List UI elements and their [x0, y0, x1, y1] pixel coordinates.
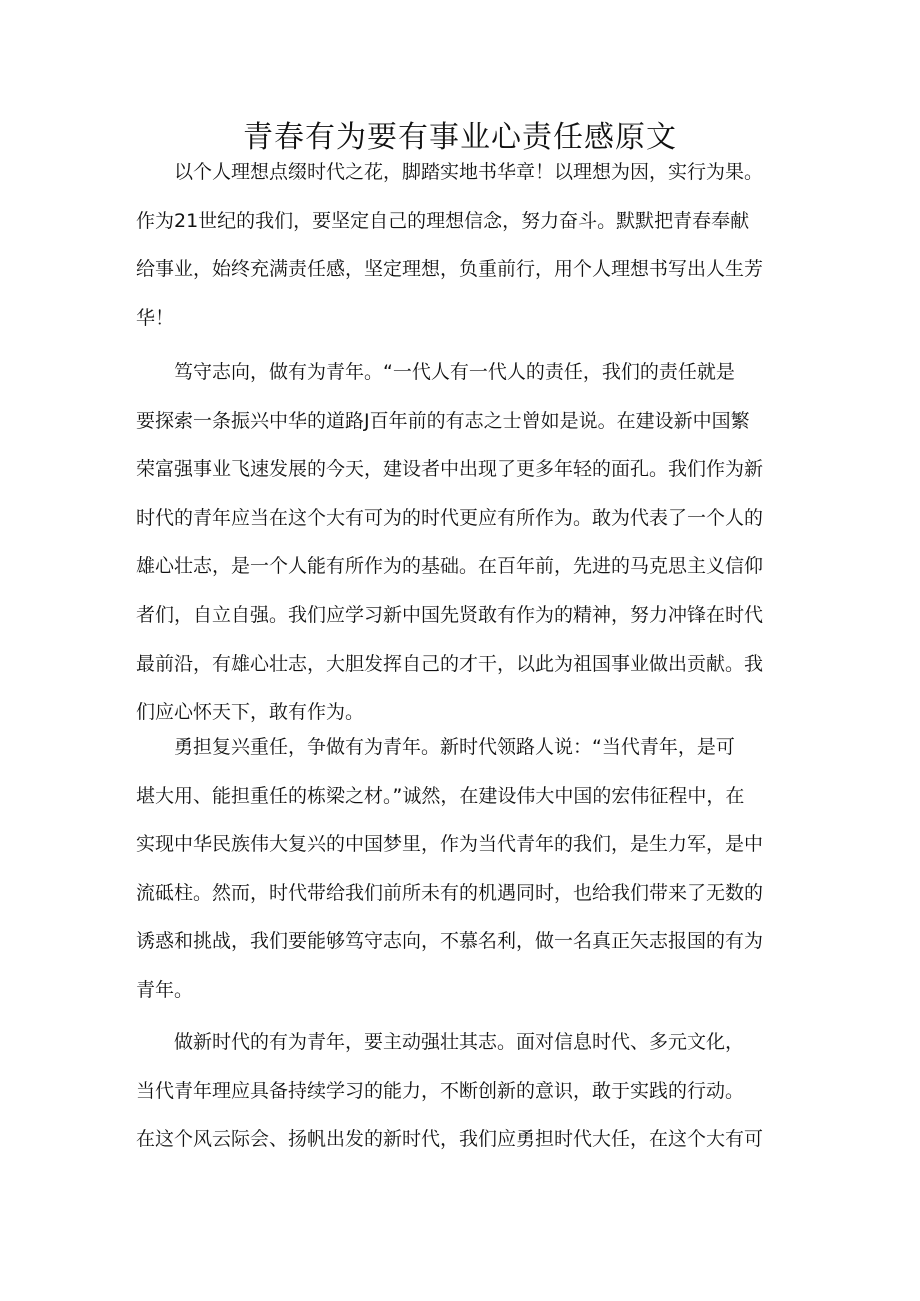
paragraph-line: 勇担复兴重任，争做有为青年。新时代领路人说：“当代青年，是可 — [174, 736, 735, 758]
paragraph-line: 青年。 — [136, 979, 194, 1001]
paragraph-line: 们应心怀天下，敢有作为。 — [136, 701, 365, 724]
paragraph-line: 堪大用、能担重任的栋梁之材。”诚然，在建设伟大中国的宏伟征程中，在 — [136, 784, 745, 807]
paragraph-line: 诱惑和挑战，我们要能够笃守志向，不慕名利，做一名真正矢志报国的有为 — [136, 930, 764, 953]
document-title: 青春有为要有事业心责任感原文 — [243, 120, 677, 155]
paragraph-line: 流砥柱。然而，时代带给我们前所未有的机遇同时，也给我们带来了无数的 — [136, 881, 764, 904]
paragraph-line: 要探索一条振兴中华的道路J百年前的有志之士曾如是说。在建设新中国繁 — [136, 409, 750, 432]
paragraph-line: 做新时代的有为青年，要主动强壮其志。面对信息时代、多元文化， — [174, 1031, 745, 1053]
paragraph-line: 笃守志向，做有为青年。“一代人有一代人的责任，我们的责任就是 — [174, 361, 735, 383]
paragraph-line: 给事业，始终充满责任感，坚定理想，负重前行，用个人理想书写出人生芳 — [136, 258, 764, 281]
paragraph-line: 雄心壮志，是一个人能有所作为的基础。在百年前，先进的马克思主义信仰 — [136, 555, 764, 578]
paragraph-line: 荣富强事业飞速发展的今天，建设者中出现了更多年轻的面孔。我们作为新 — [136, 458, 764, 481]
paragraph-line: 者们，自立自强。我们应学习新中国先贤敢有作为的精神，努力冲锋在时代 — [136, 604, 764, 626]
paragraph-line: 作为21世纪的我们，要坚定自己的理想信念，努力奋斗。默默把青春奉献 — [136, 209, 750, 232]
paragraph-line: 时代的青年应当在这个大有可为的时代更应有所作为。敢为代表了一个人的 — [136, 506, 764, 529]
paragraph-line: 当代青年理应具备持续学习的能力，不断创新的意识，敢于实践的行动。 — [136, 1079, 745, 1102]
paragraph-line: 实现中华民族伟大复兴的中国梦里，作为当代青年的我们，是生力军，是中 — [136, 833, 764, 856]
paragraph-line: 华！ — [136, 306, 175, 329]
paragraph-line: 以个人理想点缀时代之花，脚踏实地书华章！以理想为因，实行为果。 — [174, 161, 764, 183]
paragraph-line: 在这个风云际会、扬帆出发的新时代，我们应勇担时代大任，在这个大有可 — [136, 1128, 764, 1151]
paragraph-line: 最前沿，有雄心壮志，大胆发挥自己的才干，以此为祖国事业做出贡献。我 — [136, 652, 764, 675]
